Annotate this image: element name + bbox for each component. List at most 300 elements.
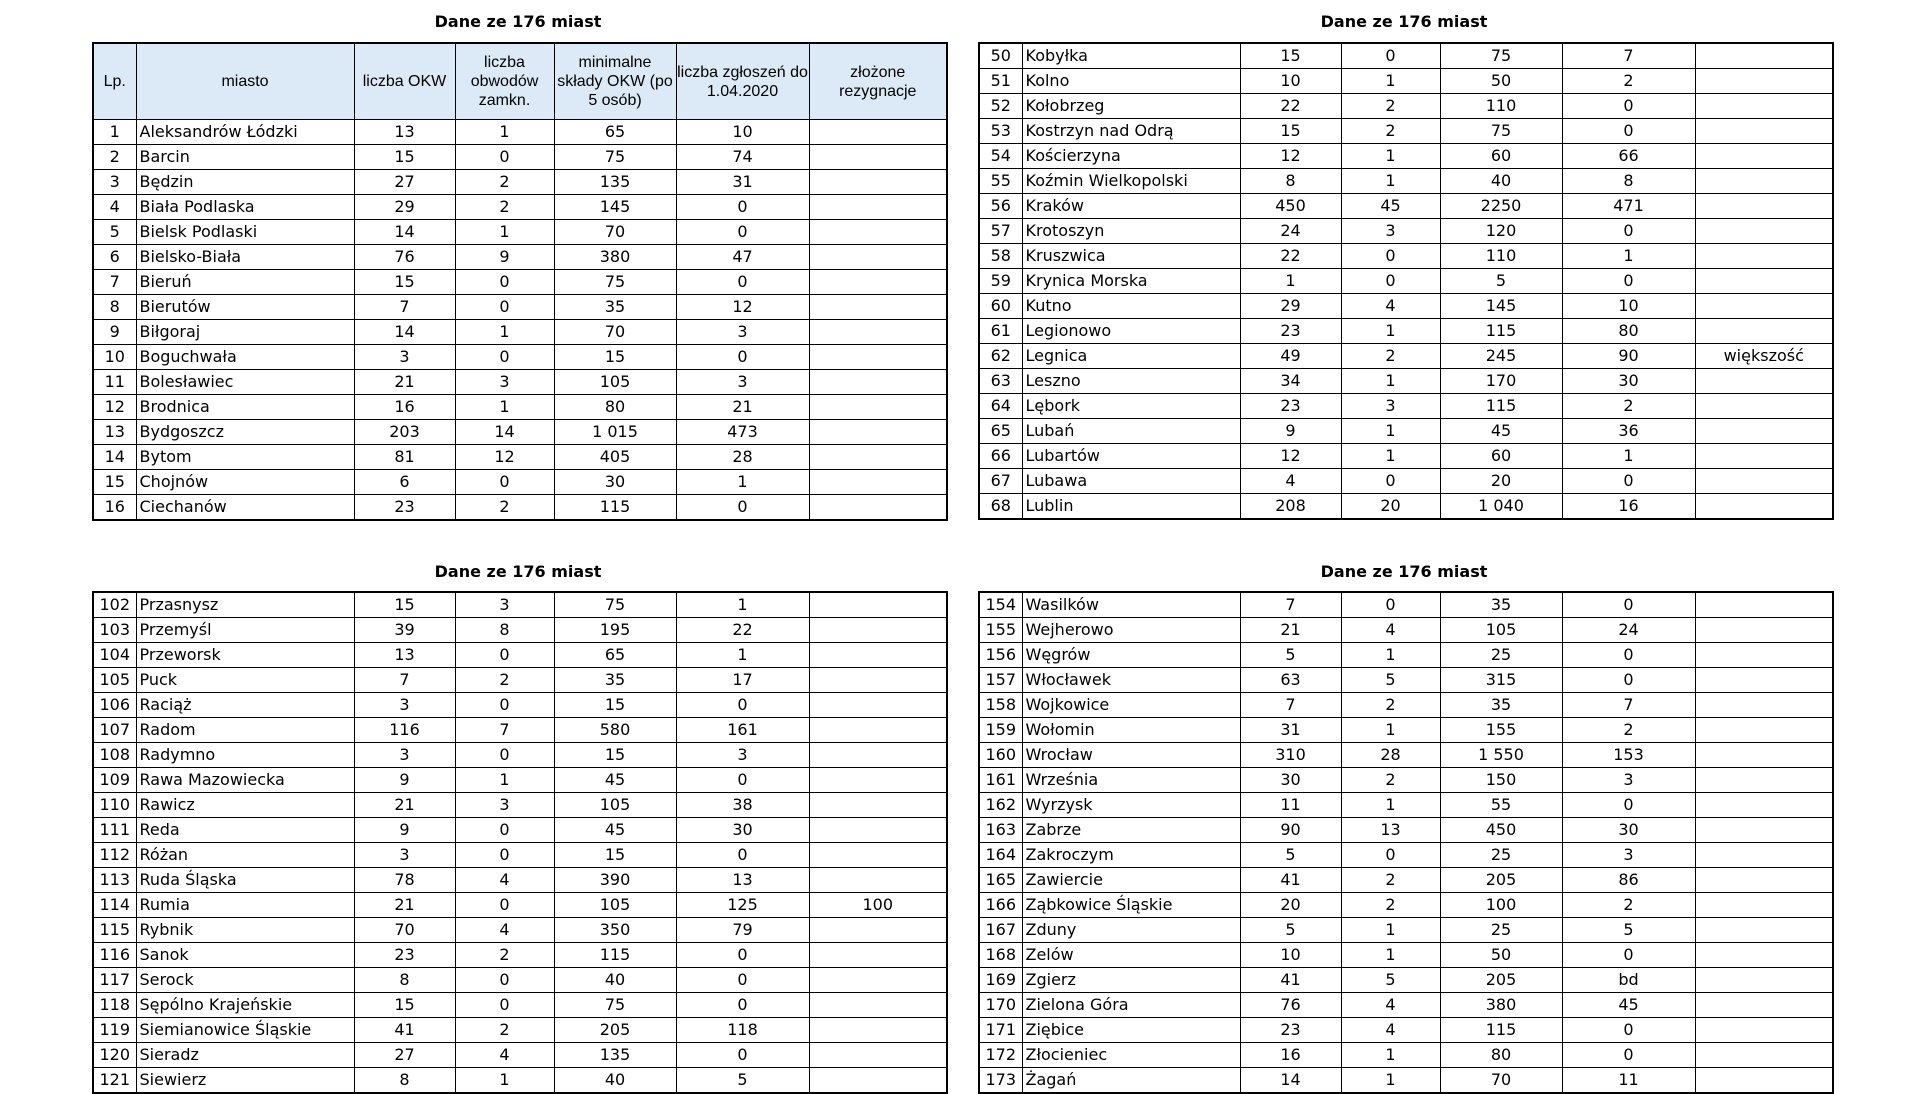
table-row <box>93 470 947 495</box>
cell-okw: 4 <box>1240 469 1341 494</box>
cell-okw: 203 <box>354 420 455 445</box>
table-row <box>979 793 1833 818</box>
cell-rezygnacje <box>1695 968 1833 993</box>
cell-sklady: 15 <box>554 843 676 868</box>
cell-zgloszenia: 0 <box>676 220 809 245</box>
cell-zgloszenia: 0 <box>676 943 809 968</box>
cell-miasto: Zduny <box>1022 918 1240 943</box>
cell-rezygnacje <box>809 718 947 743</box>
cell-rezygnacje <box>809 1068 947 1094</box>
cities-table <box>978 42 1834 520</box>
cell-okw: 11 <box>1240 793 1341 818</box>
cell-okw: 13 <box>354 120 455 145</box>
table-row <box>93 743 947 768</box>
table-row <box>979 668 1833 693</box>
cell-sklady: 105 <box>554 893 676 918</box>
cell-obwody: 1 <box>1341 643 1440 668</box>
table-row <box>93 993 947 1018</box>
cell-okw: 21 <box>1240 618 1341 643</box>
cell-miasto: Żagań <box>1022 1068 1240 1094</box>
table-row <box>979 868 1833 893</box>
cell-obwody: 2 <box>1341 119 1440 144</box>
cell-zgloszenia: 8 <box>1562 169 1695 194</box>
cell-miasto: Biała Podlaska <box>136 195 354 220</box>
cell-sklady: 315 <box>1440 668 1562 693</box>
cell-obwody: 1 <box>1341 943 1440 968</box>
table-row <box>979 369 1833 394</box>
header-okw: liczba OKW <box>354 43 455 120</box>
cell-lp: 155 <box>979 618 1022 643</box>
cell-sklady: 80 <box>1440 1043 1562 1068</box>
cell-obwody: 0 <box>1341 843 1440 868</box>
cell-miasto: Lubań <box>1022 419 1240 444</box>
cell-obwody: 14 <box>455 420 554 445</box>
table-row <box>93 145 947 170</box>
cell-okw: 5 <box>1240 918 1341 943</box>
cell-lp: 157 <box>979 668 1022 693</box>
cell-obwody: 1 <box>1341 144 1440 169</box>
cell-okw: 16 <box>354 395 455 420</box>
cell-zgloszenia: 13 <box>676 868 809 893</box>
cell-lp: 162 <box>979 793 1022 818</box>
table-row <box>979 43 1833 69</box>
cell-zgloszenia: 153 <box>1562 743 1695 768</box>
cell-sklady: 25 <box>1440 843 1562 868</box>
cell-sklady: 20 <box>1440 469 1562 494</box>
cell-miasto: Zgierz <box>1022 968 1240 993</box>
cell-okw: 5 <box>1240 643 1341 668</box>
cell-rezygnacje <box>809 818 947 843</box>
cell-zgloszenia: 1 <box>676 592 809 618</box>
cell-lp: 68 <box>979 494 1022 520</box>
cell-miasto: Kostrzyn nad Odrą <box>1022 119 1240 144</box>
cell-zgloszenia: 10 <box>676 120 809 145</box>
cell-sklady: 145 <box>554 195 676 220</box>
header-lp: Lp. <box>93 43 136 120</box>
cell-sklady: 70 <box>554 220 676 245</box>
header-rez: złożone rezygnacje <box>809 43 947 120</box>
table-row <box>979 943 1833 968</box>
cell-lp: 65 <box>979 419 1022 444</box>
cell-sklady: 115 <box>1440 1018 1562 1043</box>
cell-obwody: 4 <box>1341 993 1440 1018</box>
cell-zgloszenia: 125 <box>676 893 809 918</box>
cell-okw: 39 <box>354 618 455 643</box>
cell-lp: 108 <box>93 743 136 768</box>
cell-miasto: Złocieniec <box>1022 1043 1240 1068</box>
cell-lp: 63 <box>979 369 1022 394</box>
cell-rezygnacje <box>809 1018 947 1043</box>
table-row <box>979 768 1833 793</box>
cell-zgloszenia: bd <box>1562 968 1695 993</box>
cell-sklady: 135 <box>554 1043 676 1068</box>
cell-miasto: Boguchwała <box>136 345 354 370</box>
cell-lp: 12 <box>93 395 136 420</box>
cell-lp: 10 <box>93 345 136 370</box>
cell-obwody: 0 <box>455 470 554 495</box>
cell-rezygnacje <box>1695 693 1833 718</box>
cell-sklady: 105 <box>554 793 676 818</box>
cell-rezygnacje <box>1695 618 1833 643</box>
cell-zgloszenia: 1 <box>676 470 809 495</box>
table-row <box>979 169 1833 194</box>
cell-obwody: 2 <box>1341 693 1440 718</box>
cell-sklady: 25 <box>1440 643 1562 668</box>
cell-miasto: Bielsko-Biała <box>136 245 354 270</box>
cell-sklady: 55 <box>1440 793 1562 818</box>
cell-miasto: Lubawa <box>1022 469 1240 494</box>
cell-lp: 60 <box>979 294 1022 319</box>
cell-sklady: 45 <box>554 818 676 843</box>
cell-obwody: 0 <box>1341 244 1440 269</box>
table-row <box>979 94 1833 119</box>
table-row <box>979 893 1833 918</box>
cell-miasto: Ząbkowice Śląskie <box>1022 893 1240 918</box>
cell-rezygnacje <box>809 345 947 370</box>
cell-lp: 166 <box>979 893 1022 918</box>
cell-lp: 61 <box>979 319 1022 344</box>
cell-sklady: 45 <box>554 768 676 793</box>
cell-miasto: Chojnów <box>136 470 354 495</box>
cell-okw: 9 <box>354 768 455 793</box>
cell-obwody: 3 <box>455 793 554 818</box>
cell-zgloszenia: 3 <box>1562 843 1695 868</box>
cell-okw: 14 <box>354 320 455 345</box>
cell-rezygnacje <box>1695 918 1833 943</box>
cell-obwody: 4 <box>455 1043 554 1068</box>
cell-lp: 112 <box>93 843 136 868</box>
cell-zgloszenia: 7 <box>1562 43 1695 69</box>
cell-sklady: 75 <box>554 993 676 1018</box>
cell-okw: 22 <box>1240 94 1341 119</box>
cell-okw: 8 <box>354 1068 455 1094</box>
cell-sklady: 70 <box>1440 1068 1562 1094</box>
cell-sklady: 50 <box>1440 69 1562 94</box>
cell-rezygnacje <box>809 968 947 993</box>
cell-zgloszenia: 118 <box>676 1018 809 1043</box>
cell-rezygnacje <box>809 793 947 818</box>
cell-rezygnacje <box>809 768 947 793</box>
cell-obwody: 45 <box>1341 194 1440 219</box>
cell-zgloszenia: 30 <box>676 818 809 843</box>
cell-obwody: 0 <box>455 295 554 320</box>
cell-rezygnacje <box>1695 868 1833 893</box>
cell-sklady: 40 <box>1440 169 1562 194</box>
table-row <box>93 668 947 693</box>
cell-obwody: 9 <box>455 245 554 270</box>
cell-rezygnacje <box>809 592 947 618</box>
cell-rezygnacje <box>809 195 947 220</box>
cell-lp: 54 <box>979 144 1022 169</box>
cell-obwody: 1 <box>455 395 554 420</box>
cell-miasto: Sępólno Krajeńskie <box>136 993 354 1018</box>
cell-rezygnacje <box>1695 119 1833 144</box>
cell-okw: 13 <box>354 643 455 668</box>
cell-sklady: 60 <box>1440 444 1562 469</box>
cell-obwody: 2 <box>455 1018 554 1043</box>
cell-lp: 114 <box>93 893 136 918</box>
cell-sklady: 70 <box>554 320 676 345</box>
table-row <box>979 818 1833 843</box>
cell-rezygnacje <box>1695 1043 1833 1068</box>
cell-miasto: Bierutów <box>136 295 354 320</box>
cell-okw: 76 <box>354 245 455 270</box>
table-row <box>93 893 947 918</box>
cell-okw: 21 <box>354 370 455 395</box>
cell-okw: 23 <box>354 495 455 521</box>
cell-zgloszenia: 28 <box>676 445 809 470</box>
cell-miasto: Przemyśl <box>136 618 354 643</box>
table-row <box>93 1018 947 1043</box>
cell-miasto: Różan <box>136 843 354 868</box>
cell-lp: 5 <box>93 220 136 245</box>
table-row <box>93 768 947 793</box>
cell-lp: 160 <box>979 743 1022 768</box>
cell-lp: 3 <box>93 170 136 195</box>
cell-okw: 78 <box>354 868 455 893</box>
cities-table <box>92 42 948 521</box>
table-row <box>979 494 1833 520</box>
cell-okw: 3 <box>354 843 455 868</box>
cell-rezygnacje <box>809 743 947 768</box>
cell-miasto: Brodnica <box>136 395 354 420</box>
cell-zgloszenia: 38 <box>676 793 809 818</box>
cell-miasto: Ziębice <box>1022 1018 1240 1043</box>
cell-lp: 57 <box>979 219 1022 244</box>
cell-sklady: 60 <box>1440 144 1562 169</box>
cell-lp: 107 <box>93 718 136 743</box>
table-row <box>979 1043 1833 1068</box>
cell-okw: 20 <box>1240 893 1341 918</box>
table-row <box>93 195 947 220</box>
cell-miasto: Będzin <box>136 170 354 195</box>
table-row <box>93 693 947 718</box>
cell-zgloszenia: 0 <box>1562 94 1695 119</box>
cell-obwody: 7 <box>455 718 554 743</box>
cell-lp: 64 <box>979 394 1022 419</box>
cell-sklady: 65 <box>554 120 676 145</box>
cell-rezygnacje <box>809 420 947 445</box>
cell-zgloszenia: 10 <box>1562 294 1695 319</box>
cell-obwody: 8 <box>455 618 554 643</box>
cell-miasto: Bytom <box>136 445 354 470</box>
cell-okw: 116 <box>354 718 455 743</box>
cell-okw: 31 <box>1240 718 1341 743</box>
cell-miasto: Bolesławiec <box>136 370 354 395</box>
cell-miasto: Krynica Morska <box>1022 269 1240 294</box>
cell-rezygnacje <box>1695 843 1833 868</box>
cell-sklady: 75 <box>554 592 676 618</box>
cell-rezygnacje <box>809 843 947 868</box>
cell-okw: 23 <box>1240 1018 1341 1043</box>
cell-zgloszenia: 1 <box>676 643 809 668</box>
cell-obwody: 0 <box>1341 269 1440 294</box>
cell-rezygnacje <box>809 270 947 295</box>
cell-sklady: 75 <box>1440 119 1562 144</box>
cell-lp: 8 <box>93 295 136 320</box>
cell-lp: 168 <box>979 943 1022 968</box>
cell-sklady: 115 <box>1440 394 1562 419</box>
cell-zgloszenia: 3 <box>676 320 809 345</box>
cell-lp: 119 <box>93 1018 136 1043</box>
cell-miasto: Rawa Mazowiecka <box>136 768 354 793</box>
cell-rezygnacje <box>809 145 947 170</box>
cell-okw: 63 <box>1240 668 1341 693</box>
cell-okw: 7 <box>354 668 455 693</box>
cell-okw: 3 <box>354 743 455 768</box>
cell-zgloszenia: 31 <box>676 170 809 195</box>
cell-miasto: Kruszwica <box>1022 244 1240 269</box>
cell-lp: 51 <box>979 69 1022 94</box>
cell-lp: 13 <box>93 420 136 445</box>
table-row <box>979 194 1833 219</box>
cell-obwody: 2 <box>1341 344 1440 369</box>
cell-okw: 8 <box>1240 169 1341 194</box>
cell-miasto: Wołomin <box>1022 718 1240 743</box>
cell-rezygnacje <box>809 395 947 420</box>
cell-okw: 5 <box>1240 843 1341 868</box>
cell-obwody: 2 <box>455 668 554 693</box>
table-row <box>979 469 1833 494</box>
cell-okw: 15 <box>354 993 455 1018</box>
cell-sklady: 35 <box>1440 592 1562 618</box>
cell-lp: 159 <box>979 718 1022 743</box>
header-miasto: miasto <box>136 43 354 120</box>
cell-lp: 165 <box>979 868 1022 893</box>
cell-obwody: 1 <box>1341 419 1440 444</box>
cell-miasto: Bieruń <box>136 270 354 295</box>
cell-miasto: Kobyłka <box>1022 43 1240 69</box>
cell-obwody: 1 <box>455 768 554 793</box>
cell-lp: 154 <box>979 592 1022 618</box>
cell-zgloszenia: 2 <box>1562 69 1695 94</box>
cell-okw: 208 <box>1240 494 1341 520</box>
cell-obwody: 0 <box>455 993 554 1018</box>
cell-lp: 172 <box>979 1043 1022 1068</box>
cell-miasto: Kościerzyna <box>1022 144 1240 169</box>
cell-zgloszenia: 30 <box>1562 818 1695 843</box>
cell-lp: 106 <box>93 693 136 718</box>
cell-obwody: 1 <box>1341 319 1440 344</box>
cell-obwody: 13 <box>1341 818 1440 843</box>
cell-zgloszenia: 86 <box>1562 868 1695 893</box>
table-title: Dane ze 176 miast <box>1320 562 1488 581</box>
cell-rezygnacje <box>809 1043 947 1068</box>
cell-zgloszenia: 0 <box>1562 469 1695 494</box>
cell-lp: 104 <box>93 643 136 668</box>
table-row <box>93 793 947 818</box>
cell-zgloszenia: 45 <box>1562 993 1695 1018</box>
cell-okw: 90 <box>1240 818 1341 843</box>
cell-sklady: 1 550 <box>1440 743 1562 768</box>
cell-miasto: Bydgoszcz <box>136 420 354 445</box>
cell-rezygnacje <box>1695 993 1833 1018</box>
cell-rezygnacje <box>809 170 947 195</box>
cell-rezygnacje <box>1695 244 1833 269</box>
cell-rezygnacje <box>809 370 947 395</box>
table-row <box>979 743 1833 768</box>
cell-zgloszenia: 16 <box>1562 494 1695 520</box>
cell-miasto: Wasilków <box>1022 592 1240 618</box>
cell-miasto: Reda <box>136 818 354 843</box>
cell-okw: 21 <box>354 793 455 818</box>
cell-okw: 450 <box>1240 194 1341 219</box>
table-row <box>93 120 947 145</box>
table-row <box>93 818 947 843</box>
cell-lp: 56 <box>979 194 1022 219</box>
cell-miasto: Zawiercie <box>1022 868 1240 893</box>
cell-okw: 10 <box>1240 943 1341 968</box>
table-row <box>979 968 1833 993</box>
cell-zgloszenia: 0 <box>1562 943 1695 968</box>
cell-sklady: 1 015 <box>554 420 676 445</box>
cell-okw: 41 <box>1240 968 1341 993</box>
cell-sklady: 50 <box>1440 943 1562 968</box>
table-row <box>93 718 947 743</box>
cell-lp: 53 <box>979 119 1022 144</box>
cities-table <box>978 591 1834 1094</box>
cell-sklady: 75 <box>554 145 676 170</box>
cell-okw: 7 <box>1240 592 1341 618</box>
cell-lp: 58 <box>979 244 1022 269</box>
cell-miasto: Rybnik <box>136 918 354 943</box>
cell-obwody: 0 <box>455 893 554 918</box>
cell-sklady: 2250 <box>1440 194 1562 219</box>
cell-lp: 105 <box>93 668 136 693</box>
table-row <box>979 269 1833 294</box>
cell-obwody: 1 <box>455 220 554 245</box>
cell-obwody: 2 <box>455 495 554 521</box>
cell-lp: 55 <box>979 169 1022 194</box>
cell-miasto: Wyrzysk <box>1022 793 1240 818</box>
cell-lp: 2 <box>93 145 136 170</box>
cell-lp: 66 <box>979 444 1022 469</box>
cell-sklady: 35 <box>1440 693 1562 718</box>
cell-miasto: Lubartów <box>1022 444 1240 469</box>
cell-rezygnacje <box>1695 893 1833 918</box>
cell-zgloszenia: 2 <box>1562 394 1695 419</box>
table-row <box>93 395 947 420</box>
cell-zgloszenia: 471 <box>1562 194 1695 219</box>
cell-sklady: 580 <box>554 718 676 743</box>
table-row <box>979 592 1833 618</box>
cell-miasto: Kraków <box>1022 194 1240 219</box>
cell-obwody: 3 <box>1341 219 1440 244</box>
cell-zgloszenia: 30 <box>1562 369 1695 394</box>
cell-obwody: 12 <box>455 445 554 470</box>
cell-zgloszenia: 74 <box>676 145 809 170</box>
cell-obwody: 0 <box>455 693 554 718</box>
cell-zgloszenia: 0 <box>676 843 809 868</box>
cell-okw: 29 <box>1240 294 1341 319</box>
cell-miasto: Legnica <box>1022 344 1240 369</box>
cell-okw: 12 <box>1240 144 1341 169</box>
cell-miasto: Bielsk Podlaski <box>136 220 354 245</box>
cell-sklady: 390 <box>554 868 676 893</box>
cell-sklady: 15 <box>554 693 676 718</box>
table-row <box>93 868 947 893</box>
cell-sklady: 205 <box>1440 868 1562 893</box>
cell-rezygnacje <box>809 120 947 145</box>
cell-obwody: 1 <box>1341 918 1440 943</box>
cell-rezygnacje <box>1695 793 1833 818</box>
cell-sklady: 195 <box>554 618 676 643</box>
cell-sklady: 110 <box>1440 94 1562 119</box>
cell-rezygnacje <box>809 470 947 495</box>
table-row <box>93 320 947 345</box>
cell-lp: 9 <box>93 320 136 345</box>
table-row <box>93 270 947 295</box>
